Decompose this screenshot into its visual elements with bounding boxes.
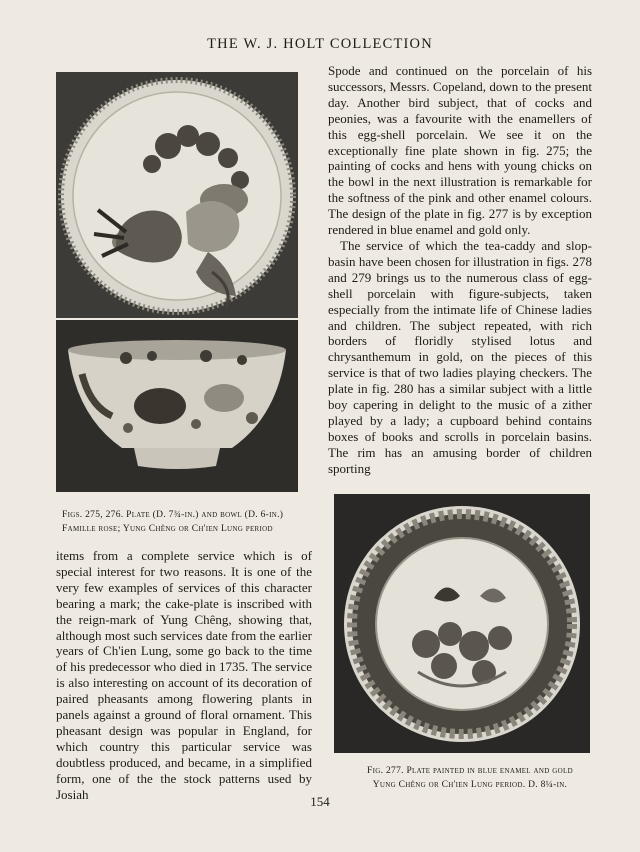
right-text-column xyxy=(328,63,592,477)
page-number: 154 xyxy=(310,794,330,809)
left-text-column xyxy=(56,548,312,803)
caption-line: Figs. 275, 276. Plate (D. 7¾-in.) and bowl (D. 6-in.) xyxy=(62,510,284,520)
paragraph: Spode and continued on the porcelain of his successors, Messrs. Copeland, down to the present day. Another bird subject, that of cocks and peonies, was a favourite with the enamellers of this egg-shell porcelain. We see it on the exceptionally fine plate shown in fig. 275; the painting of cocks and hens with young chicks on the bowl in the next illustration is remarkable for the softness of the pink and other enamel colours. The design of the plate in fig. 277 is by exception rendered in blue enamel and gold only. xyxy=(328,63,592,238)
running-header: THE W. J. HOLT COLLECTION xyxy=(207,36,433,52)
bowl-cocks-hens-illustration xyxy=(56,320,298,492)
caption-line: Famille rose; Yung Chêng or Ch'ien Lung period xyxy=(62,524,273,534)
plate-cocks-peonies-illustration xyxy=(56,72,298,318)
figure-275-plate-photo xyxy=(56,72,298,318)
caption-line: Yung Chêng or Ch'ien Lung period. D. 8¼-in. xyxy=(372,780,568,790)
paragraph: items from a complete service which is of special interest for two reasons. It is one of the very few examples of services of this character bearing a mark; the cake-plate is inscribed with the reign-mark of Yung Chêng, showing that, although most such services date from the earlier years of Ch'ien Lung, some go back to the time of his predecessor who died in 1735. The service is also interesting on account of its decoration of paired pheasants among flowering plants in panels against a ground of floral ornament. This pheasant design was popular in England, for which country this particular service was doubtless produced, and became, in a simplified form, one of the the stock patterns used by Josiah xyxy=(56,548,312,802)
paragraph: The service of which the tea-caddy and slop-basin have been chosen for illustration in figs. 278 and 279 brings us to the numerous class of egg-shell porcelain with figure-subjects, taken especially from the intimate life of Chinese ladies and children. The subject repeated, with rich borders of floridly stylised lotus and chrysanthemum in gold, on the pieces of this service is that of two ladies playing checkers. The plate in fig. 280 has a similar subject with a little boy capering in delight to the music of a zither played by a lady; a cupboard behind contains boxes of books and scrolls in porcelain basins. The rim has an amusing border of children sporting xyxy=(328,237,592,476)
plate-blue-enamel-illustration xyxy=(334,494,590,753)
figure-275-276-caption xyxy=(62,508,312,536)
caption-line: Fig. 277. Plate painted in blue enamel and gold xyxy=(367,766,573,776)
figure-276-bowl-photo xyxy=(56,320,298,492)
figure-277-caption xyxy=(346,764,594,792)
figure-277-plate-photo xyxy=(334,494,590,753)
